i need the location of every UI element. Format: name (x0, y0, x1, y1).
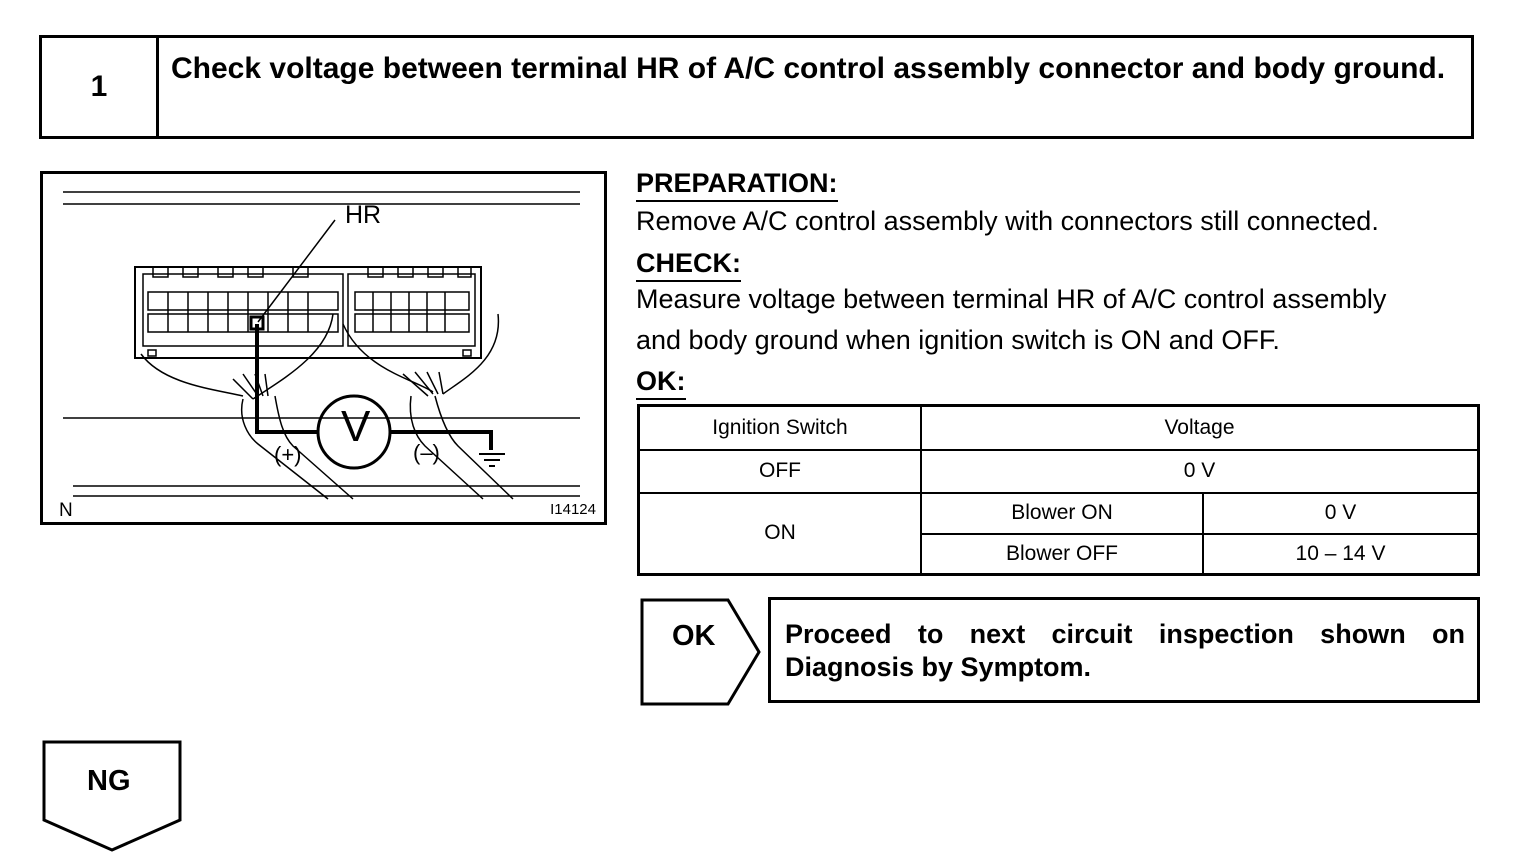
check-heading: CHECK: (636, 247, 741, 282)
connector-drawing (43, 174, 604, 522)
preparation-heading: PREPARATION: (636, 167, 838, 202)
row-off-voltage: 0 V (921, 450, 1479, 493)
connector-diagram (40, 171, 607, 525)
step-header (39, 35, 1474, 139)
step-title: Check voltage between terminal HR of A/C control assembly connector and body ground. (171, 52, 1446, 85)
terminal-hr-label: HR (345, 201, 382, 229)
blower-on-label: Blower ON (921, 493, 1203, 534)
step-number: 1 (42, 38, 159, 136)
blower-on-voltage: 0 V (1203, 493, 1479, 534)
voltmeter-label: V (341, 402, 371, 451)
figure-id: I14124 (550, 501, 596, 518)
ok-result-action: Proceed to next circuit inspection shown on Diagnosis by Symptom. (768, 597, 1480, 703)
voltage-spec-table (637, 404, 1480, 576)
positive-probe-label: (+) (274, 442, 302, 467)
check-text-line1: Measure voltage between terminal HR of A/C control assembly (636, 284, 1387, 314)
view-label: N (59, 500, 73, 521)
row-off-ignition: OFF (639, 450, 922, 493)
header-ignition-switch: Ignition Switch (639, 406, 922, 450)
ok-result-label: OK (672, 620, 716, 652)
blower-off-label: Blower OFF (921, 534, 1203, 575)
row-on-ignition: ON (639, 493, 922, 575)
blower-off-voltage: 10 – 14 V (1203, 534, 1479, 575)
header-voltage: Voltage (921, 406, 1479, 450)
ok-heading: OK: (636, 365, 686, 400)
preparation-text: Remove A/C control assembly with connectors still connected. (636, 206, 1379, 236)
ng-result-label: NG (87, 765, 131, 797)
negative-probe-label: (–) (413, 440, 440, 465)
check-text-line2: and body ground when ignition switch is ON and OFF. (636, 325, 1280, 355)
